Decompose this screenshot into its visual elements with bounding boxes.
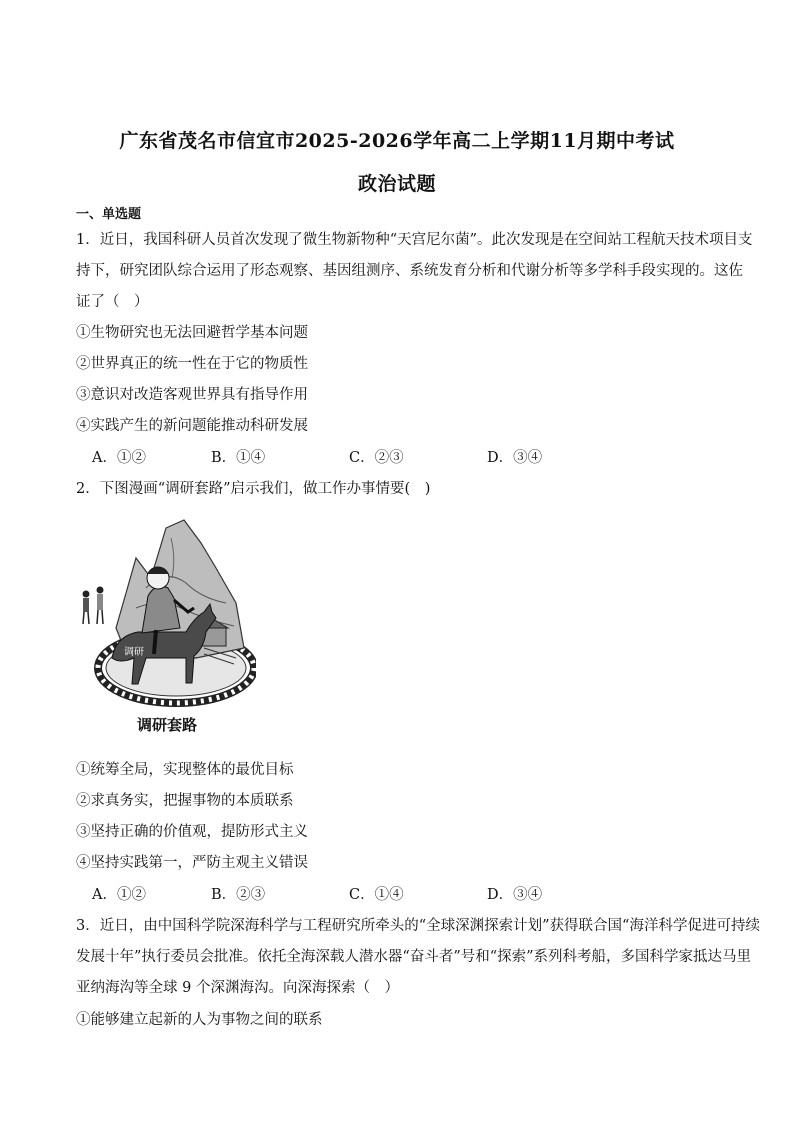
q2-option-d[interactable]: D．③④ <box>487 887 543 903</box>
horse-label: 调研 <box>124 647 144 658</box>
q3-stem-line-3: 亚纳海沟等全球 9 个深渊海沟。向深海探索（ ） <box>76 980 399 996</box>
q1-option-b[interactable]: B．①④ <box>211 450 266 466</box>
q1-option-d[interactable]: D．③④ <box>487 450 543 466</box>
q1-option-c[interactable]: C．②③ <box>349 450 404 466</box>
exam-subtitle: 政治试题 <box>357 173 436 195</box>
section-heading: 一、单选题 <box>76 207 142 222</box>
q2-item-1: ①统筹全局，实现整体的最优目标 <box>76 762 294 778</box>
q1-options <box>92 446 542 467</box>
exam-title: 广东省茂名市信宜市2025-2026学年高二上学期11月期中考试 <box>119 130 675 152</box>
q1-stem-line-1: 1．近日，我国科研人员首次发现了微生物新物种“天宫尼尔菌”。此次发现是在空间站工程航天技术项目支 <box>76 232 753 248</box>
q1-stem-line-3: 证了（ ） <box>76 294 149 310</box>
q1-option-a[interactable]: A．①② <box>92 450 146 466</box>
q2-options <box>92 883 542 904</box>
q3-item-1: ①能够建立起新的人为事物之间的联系 <box>76 1012 323 1028</box>
cartoon-image <box>76 508 256 740</box>
q2-item-2: ②求真务实，把握事物的本质联系 <box>76 793 294 809</box>
cartoon-caption: 调研套路 <box>137 716 198 734</box>
q2-option-c[interactable]: C．①④ <box>349 887 404 903</box>
q1-item-3: ③意识对改造客观世界具有指导作用 <box>76 387 308 403</box>
q1-item-4: ④实践产生的新问题能推动科研发展 <box>76 418 308 434</box>
q2-item-4: ④坚持实践第一，严防主观主义错误 <box>76 855 308 871</box>
q3-stem-line-1: 3．近日，由中国科学院深海科学与工程研究所牵头的“全球深渊探索计划”获得联合国“海洋科学促进可持续 <box>76 918 760 934</box>
q1-stem-line-2: 持下，研究团队综合运用了形态观察、基因组测序、系统发育分析和代谢分析等多学科手段实现的。这佐 <box>76 263 743 279</box>
q3-stem-line-2: 发展十年”执行委员会批准。依托全海深载人潜水器“奋斗者”号和“探索”系列科考船，多国科学家抵达马里 <box>76 949 752 965</box>
q1-item-1: ①生物研究也无法回避哲学基本问题 <box>76 325 308 341</box>
q2-stem: 2．下图漫画“调研套路”启示我们，做工作办事情要( ) <box>76 481 431 497</box>
q1-item-2: ②世界真正的统一性在于它的物质性 <box>76 356 308 372</box>
q2-item-3: ③坚持正确的价值观，提防形式主义 <box>76 824 308 840</box>
q2-option-b[interactable]: B．②③ <box>211 887 266 903</box>
q2-option-a[interactable]: A．①② <box>92 887 146 903</box>
